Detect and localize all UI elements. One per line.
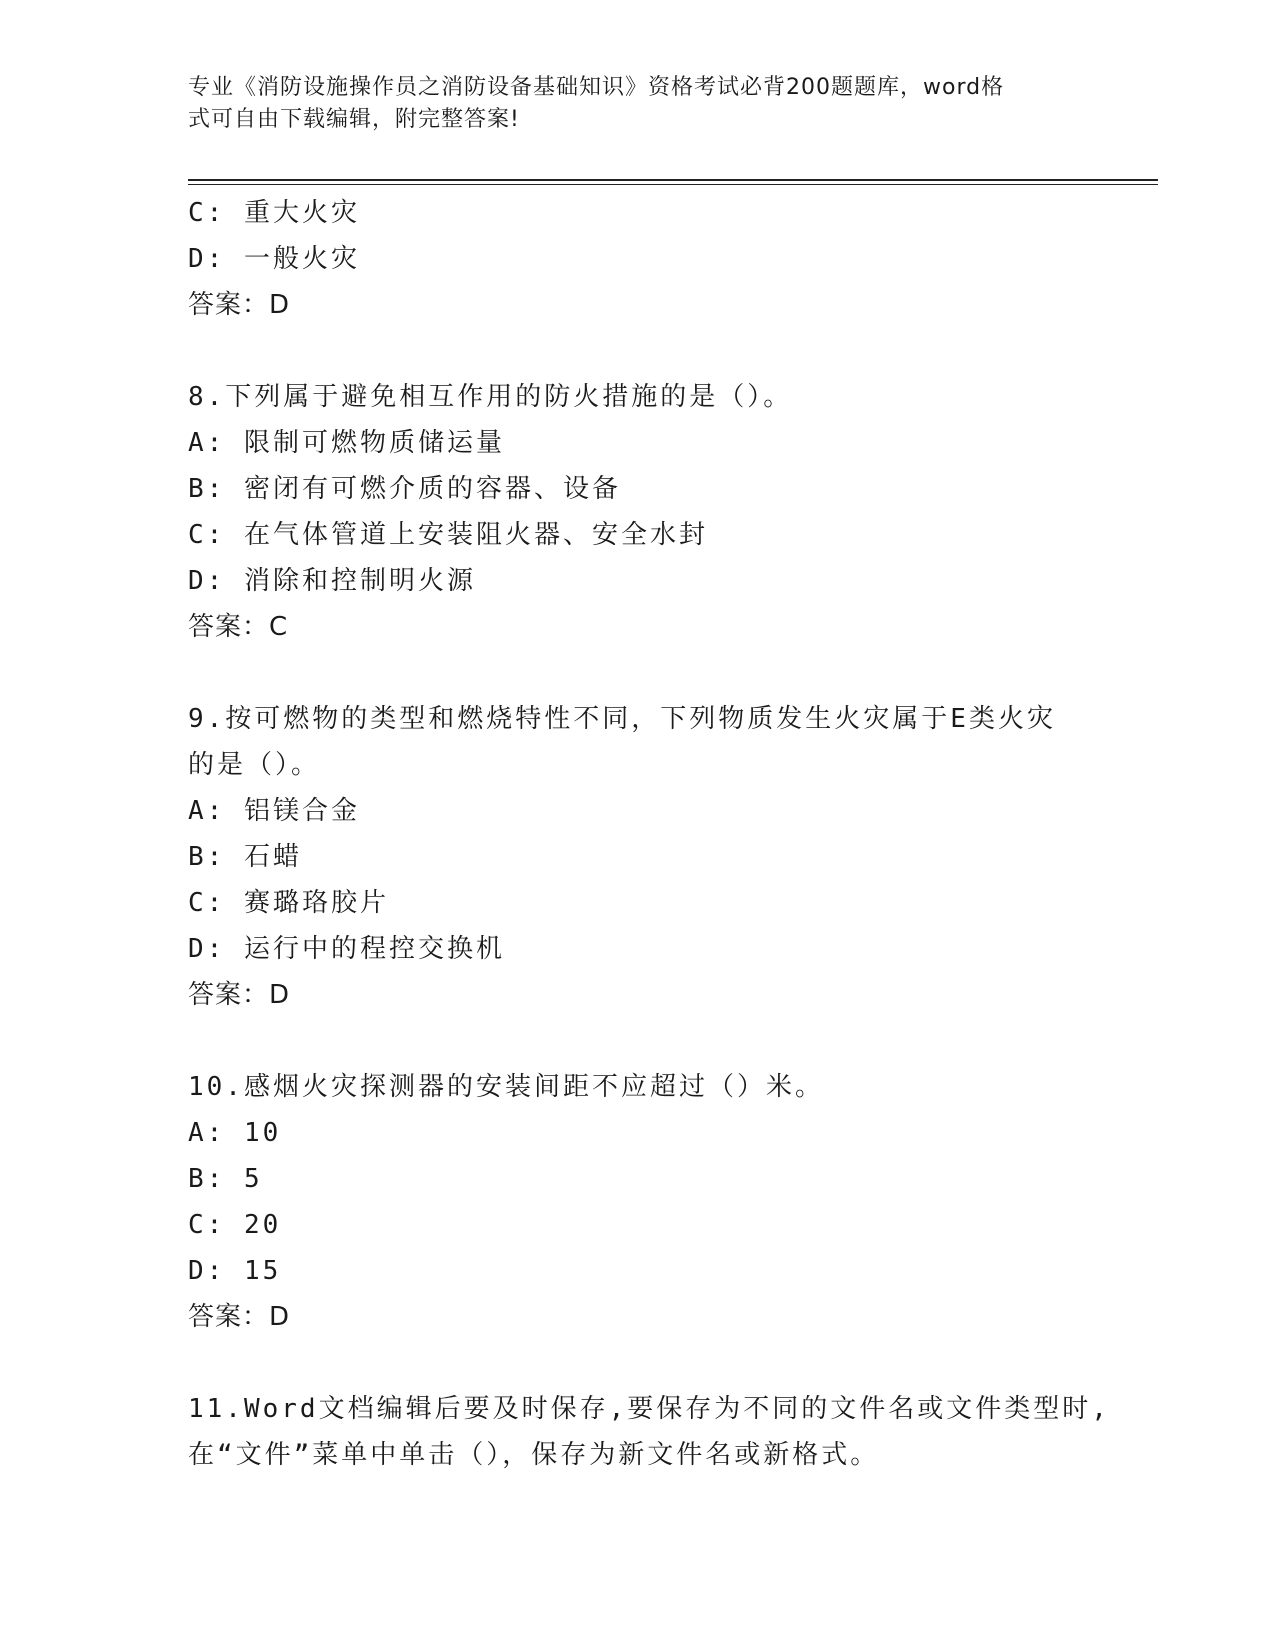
option-d: D: 15	[188, 1256, 282, 1286]
header-divider-thin	[188, 184, 1158, 185]
option-a: A: 铝镁合金	[188, 796, 360, 826]
header-line-1: 专业《消防设施操作员之消防设备基础知识》资格考试必背200题题库，word格	[188, 75, 1005, 100]
header-line-2: 式可自由下载编辑，附完整答案!	[188, 107, 520, 132]
spacer	[188, 650, 1108, 696]
option-c: C: 在气体管道上安装阻火器、安全水封	[188, 520, 708, 550]
option-c: C: 20	[188, 1210, 282, 1240]
option-c: C: 重大火灾	[188, 198, 360, 228]
question-text: 8.下列属于避免相互作用的防火措施的是（）。	[188, 382, 793, 412]
option-d: D: 消除和控制明火源	[188, 566, 476, 596]
document-header	[188, 72, 1068, 136]
option-a: A: 10	[188, 1118, 282, 1148]
option-a: A: 限制可燃物质储运量	[188, 428, 505, 458]
spacer	[188, 328, 1108, 374]
question-block-7	[188, 190, 1108, 328]
question-text: 10.感烟火灾探测器的安装间距不应超过（）米。	[188, 1072, 824, 1102]
option-b: B: 密闭有可燃介质的容器、设备	[188, 474, 621, 504]
question-text-line-1: 9.按可燃物的类型和燃烧特性不同，下列物质发生火灾属于E类火灾	[188, 704, 1056, 734]
option-c: C: 赛璐珞胶片	[188, 888, 389, 918]
option-d: D: 运行中的程控交换机	[188, 934, 505, 964]
spacer	[188, 1340, 1108, 1386]
answer: 答案：C	[188, 612, 289, 642]
answer: 答案：D	[188, 290, 291, 320]
question-block-10	[188, 1064, 1108, 1340]
question-block-11	[188, 1386, 1108, 1478]
question-block-9	[188, 696, 1108, 1018]
question-list	[188, 190, 1108, 1478]
answer: 答案：D	[188, 980, 291, 1010]
option-b: B: 石蜡	[188, 842, 302, 872]
answer: 答案：D	[188, 1302, 291, 1332]
header-divider-thick	[188, 179, 1158, 181]
spacer	[188, 1018, 1108, 1064]
option-d: D: 一般火灾	[188, 244, 360, 274]
question-text-line-1: 11.Word文档编辑后要及时保存,要保存为不同的文件名或文件类型时,	[188, 1394, 1110, 1424]
option-b: B: 5	[188, 1164, 263, 1194]
question-text-line-2: 在“文件”菜单中单击（），保存为新文件名或新格式。	[188, 1440, 880, 1470]
question-block-8	[188, 374, 1108, 650]
question-text-line-2: 的是（）。	[188, 750, 321, 780]
